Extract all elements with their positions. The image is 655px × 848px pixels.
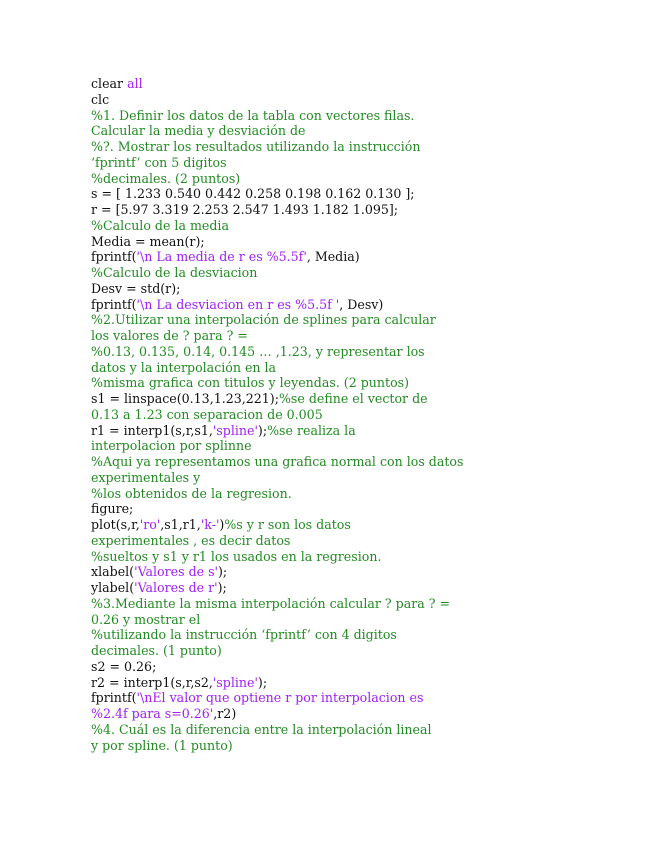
code-text: Desv = std(r); xyxy=(91,280,181,296)
code-string: '\n La media de r es %5.5f' xyxy=(136,249,307,265)
code-text: r = [5.97 3.319 2.253 2.547 1.493 1.182 1.095]; xyxy=(91,202,399,217)
code-keyword: all xyxy=(127,76,143,91)
code-line xyxy=(91,706,561,722)
code-text: ); xyxy=(217,580,227,595)
code-line xyxy=(91,722,561,738)
code-line xyxy=(91,297,561,313)
code-string: 'ro' xyxy=(139,517,161,532)
code-text: ,r2) xyxy=(213,706,237,721)
code-text: plot(s,r, xyxy=(91,517,140,532)
code-line xyxy=(91,328,561,344)
code-comment: y por spline. (1 punto) xyxy=(91,737,233,753)
code-text: r1 = interp1(s,r,s1, xyxy=(91,422,213,438)
code-line xyxy=(91,517,561,533)
code-line xyxy=(91,281,561,297)
code-comment: ‘fprintf’ con 5 digitos xyxy=(91,154,227,170)
code-text: ); xyxy=(257,422,268,438)
code-line xyxy=(91,344,561,360)
code-line xyxy=(91,202,561,218)
code-comment: datos y la interpolación en la xyxy=(91,359,277,375)
code-text: ); xyxy=(218,564,228,580)
code-line xyxy=(91,234,561,250)
code-comment: %decimales. (2 puntos) xyxy=(91,170,241,186)
code-comment: %se define el vector de xyxy=(278,391,428,406)
code-string: %2.4f para s=0.26' xyxy=(91,706,214,721)
code-line xyxy=(91,486,561,502)
code-line xyxy=(91,92,561,108)
code-text: s1 = linspace(0.13,1.23,221); xyxy=(91,391,279,406)
code-text: ); xyxy=(257,674,268,690)
code-comment: 0.26 y mostrar el xyxy=(91,611,201,627)
code-comment: %sueltos y s1 y r1 los usados en la regresion. xyxy=(91,548,382,564)
code-comment: Calcular la media y desviación de xyxy=(91,123,306,139)
code-line xyxy=(91,407,561,423)
code-comment: %1. Definir los datos de la tabla con vectores filas. xyxy=(91,107,415,123)
code-comment: los valores de ? para ? = xyxy=(91,328,248,343)
code-comment: %Aqui ya representamos una grafica normal con los datos xyxy=(91,454,464,469)
matlab-code-listing xyxy=(91,76,561,753)
code-line xyxy=(91,690,561,706)
code-comment: %utilizando la instrucción ‘fprintf’ con 4 digitos xyxy=(91,627,397,643)
code-comment: experimentales , es decir datos xyxy=(91,532,291,548)
code-comment: %?. Mostrar los resultados utilizando la instrucción xyxy=(91,139,421,154)
code-text: , Media) xyxy=(306,249,360,265)
code-line xyxy=(91,360,561,376)
code-line xyxy=(91,312,561,328)
code-string: '\nEl valor que optiene r por interpolacion es xyxy=(136,690,424,706)
code-line xyxy=(91,675,561,691)
code-string: 'spline' xyxy=(212,674,258,690)
code-line xyxy=(91,580,561,596)
code-text: Media = mean(r); xyxy=(91,233,205,249)
code-comment: %se realiza la xyxy=(267,422,356,438)
code-string: 'Valores de s' xyxy=(134,564,219,580)
code-comment: %s y r son los datos xyxy=(224,517,351,532)
code-line xyxy=(91,470,561,486)
code-text: s = [ 1.233 0.540 0.442 0.258 0.198 0.162 0.130 ]; xyxy=(91,186,415,202)
code-text: fprintf( xyxy=(91,690,137,706)
code-comment: %los obtenidos de la regresion. xyxy=(91,485,292,501)
code-line xyxy=(91,249,561,265)
code-line xyxy=(91,391,561,407)
code-string: 'spline' xyxy=(212,422,258,438)
code-comment: %4. Cuál es la diferencia entre la interpolación lineal xyxy=(91,721,432,737)
code-line xyxy=(91,596,561,612)
code-line xyxy=(91,738,561,754)
code-text: clc xyxy=(91,91,110,107)
code-comment: %Calculo de la media xyxy=(91,217,229,233)
code-text: r2 = interp1(s,r,s2, xyxy=(91,674,213,690)
code-string: 'Valores de r' xyxy=(134,580,218,595)
code-text: fprintf( xyxy=(91,249,137,265)
code-line xyxy=(91,659,561,675)
code-line xyxy=(91,108,561,124)
code-line xyxy=(91,139,561,155)
code-string: 'k-' xyxy=(200,517,220,532)
code-text: , Desv) xyxy=(339,296,384,312)
code-line xyxy=(91,627,561,643)
code-string: '\n La desviacion en r es %5.5f ' xyxy=(136,296,340,312)
code-text: fprintf( xyxy=(91,296,137,312)
code-line xyxy=(91,564,561,580)
code-comment: %Calculo de la desviacion xyxy=(91,265,258,280)
code-text: s2 = 0.26; xyxy=(91,658,157,674)
code-line xyxy=(91,76,561,92)
code-comment: decimales. (1 punto) xyxy=(91,643,222,658)
code-line xyxy=(91,438,561,454)
code-text: clear xyxy=(91,76,128,91)
code-line xyxy=(91,375,561,391)
code-line xyxy=(91,549,561,565)
code-line xyxy=(91,501,561,517)
code-line xyxy=(91,454,561,470)
code-line xyxy=(91,123,561,139)
code-comment: experimentales y xyxy=(91,469,201,485)
code-text: figure; xyxy=(91,501,134,517)
code-comment: %2.Utilizar una interpolación de splines para calcular xyxy=(91,312,436,328)
code-line xyxy=(91,533,561,549)
code-comment: %0.13, 0.135, 0.14, 0.145 … ,1.23, y representar los xyxy=(91,343,425,359)
code-line xyxy=(91,643,561,659)
code-comment: %3.Mediante la misma interpolación calcular ? para ? = xyxy=(91,595,451,611)
code-line xyxy=(91,265,561,281)
code-comment: 0.13 a 1.23 con separacion de 0.005 xyxy=(91,406,323,422)
code-comment: interpolacion por splinne xyxy=(91,438,252,454)
code-line xyxy=(91,612,561,628)
code-line xyxy=(91,171,561,187)
code-text: ,s1,r1, xyxy=(160,517,201,532)
code-line xyxy=(91,423,561,439)
code-text: xlabel( xyxy=(91,564,135,580)
code-comment: %misma grafica con titulos y leyendas. (2 puntos) xyxy=(91,375,410,391)
code-text: ylabel( xyxy=(91,580,135,595)
code-line xyxy=(91,218,561,234)
code-line xyxy=(91,186,561,202)
code-line xyxy=(91,155,561,171)
code-text: ) xyxy=(219,517,225,532)
